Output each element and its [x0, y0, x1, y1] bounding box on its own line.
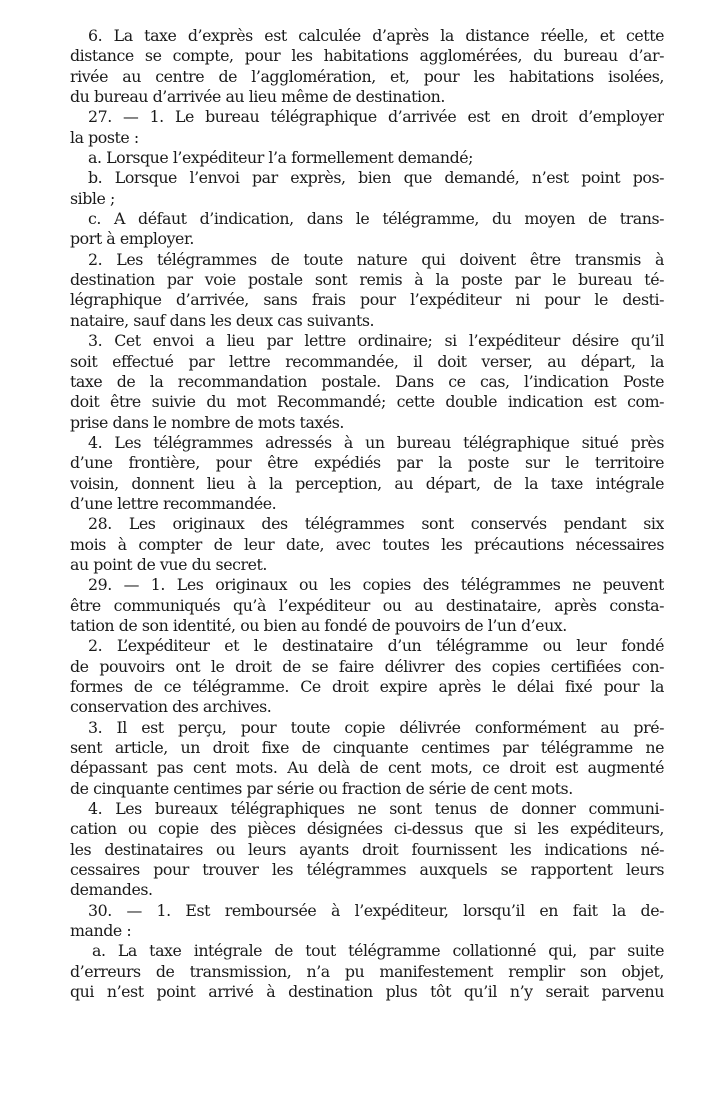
text-line: a. La taxe intégrale de tout télégramme collationné qui, par suite	[92, 941, 664, 961]
text-line: d’une lettre recommandée.	[70, 493, 277, 513]
text-line: de cinquante centimes par série ou fraction de série de cent mots.	[70, 778, 573, 798]
text-line: les destinataires ou leurs ayants droit fournissent les indications né-	[70, 839, 664, 859]
text-line: tation de son identité, ou bien au fondé de pouvoirs de l’un d’eux.	[70, 615, 567, 635]
text-line: être communiqués qu’à l’expéditeur ou au destinataire, après consta-	[70, 595, 664, 615]
text-line: destination par voie postale sont remis à la poste par le bureau té-	[70, 270, 664, 290]
text-line: conservation des archives.	[70, 697, 272, 717]
text-line: mande :	[70, 921, 132, 941]
text-line: 28. Les originaux des télégrammes sont conservés pendant six	[88, 514, 664, 534]
text-line: cessaires pour trouver les télégrammes auxquels se rapportent leurs	[70, 860, 664, 880]
text-line: 4. Les télégrammes adressés à un bureau télégraphique situé près	[88, 432, 664, 452]
text-line: dépassant pas cent mots. Au delà de cent mots, ce droit est augmenté	[70, 758, 664, 778]
text-line: sent article, un droit fixe de cinquante centimes par télégramme ne	[70, 738, 664, 758]
text-line: mois à compter de leur date, avec toutes les précautions nécessaires	[70, 534, 664, 554]
text-line: 4. Les bureaux télégraphiques ne sont tenus de donner communi-	[88, 799, 664, 819]
text-line: port à employer.	[70, 229, 194, 249]
text-line: 2. Les télégrammes de toute nature qui doivent être transmis à	[88, 249, 664, 269]
text-line: 29. — 1. Les originaux ou les copies des télégrammes ne peuvent	[88, 575, 664, 595]
text-line: demandes.	[70, 880, 153, 900]
text-line: 30. — 1. Est remboursée à l’expéditeur, lorsqu’il en fait la de-	[88, 900, 664, 920]
text-line: d’erreurs de transmission, n’a pu manifestement remplir son objet,	[70, 961, 664, 981]
text-line: b. Lorsque l’envoi par exprès, bien que demandé, n’est point pos-	[88, 168, 664, 188]
text-line: qui n’est point arrivé à destination plus tôt qu’il n’y serait parvenu	[70, 982, 664, 1002]
text-line: nataire, sauf dans les deux cas suivants.	[70, 310, 375, 330]
text-line: 27. — 1. Le bureau télégraphique d’arrivée est en droit d’employer	[88, 107, 664, 127]
text-line: la poste :	[70, 127, 139, 147]
text-line: 3. Cet envoi a lieu par lettre ordinaire; si l’expéditeur désire qu’il	[88, 331, 664, 351]
text-line: distance se compte, pour les habitations agglomérées, du bureau d’ar-	[70, 46, 664, 66]
text-line: voisin, donnent lieu à la perception, au départ, de la taxe intégrale	[70, 473, 664, 493]
text-line: cation ou copie des pièces désignées ci-dessus que si les expéditeurs,	[70, 819, 664, 839]
text-line: du bureau d’arrivée au lieu même de destination.	[70, 87, 445, 107]
text-line: taxe de la recommandation postale. Dans ce cas, l’indication Poste	[70, 371, 664, 391]
text-line: 6. La taxe d’exprès est calculée d’après la distance réelle, et cette	[88, 26, 664, 45]
text-line: rivée au centre de l’agglomération, et, pour les habitations isolées,	[70, 66, 664, 86]
text-line: formes de ce télégramme. Ce droit expire après le délai fixé pour la	[70, 677, 664, 696]
text-line: prise dans le nombre de mots taxés.	[70, 412, 344, 432]
text-line: doit être suivie du mot Recommandé; cette double indication est com-	[70, 392, 664, 412]
text-line: 3. Il est perçu, pour toute copie délivrée conformément au pré-	[88, 717, 664, 737]
text-line: légraphique d’arrivée, sans frais pour l’expéditeur ni pour le desti-	[70, 290, 664, 310]
text-line: sible ;	[70, 188, 115, 208]
text-line: 2. L’expéditeur et le destinataire d’un télégramme ou leur fondé	[88, 636, 664, 656]
text-line: de pouvoirs ont le droit de se faire délivrer des copies certifiées con-	[70, 656, 664, 676]
text-line: c. A défaut d’indication, dans le télégramme, du moyen de trans-	[88, 209, 664, 229]
text-line: soit effectué par lettre recommandée, il doit verser, au départ, la	[70, 351, 664, 371]
text-line: d’une frontière, pour être expédiés par la poste sur le territoire	[70, 453, 664, 473]
text-line: a. Lorsque l’expéditeur l’a formellement demandé;	[88, 148, 474, 168]
text-line: au point de vue du secret.	[70, 554, 267, 574]
